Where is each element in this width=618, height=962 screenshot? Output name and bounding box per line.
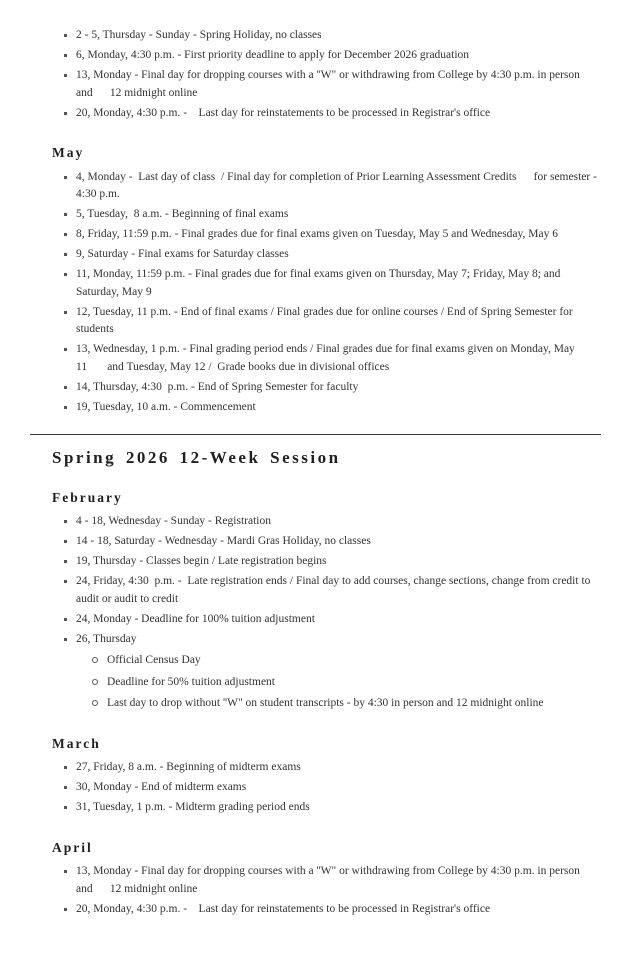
month-heading-april: April [52, 839, 93, 855]
calendar-item [63, 67, 601, 102]
calendar-item [63, 246, 601, 264]
calendar-item-text: 31, Tuesday, 1 p.m. - Midterm grading period ends [76, 801, 310, 813]
calendar-item-text: 24, Monday - Deadline for 100% tuition adjustment [76, 612, 315, 625]
calendar-item-text: 14, Thursday, 4:30 p.m. - End of Spring Semester for faculty [76, 380, 359, 393]
calendar-item-text: 27, Friday, 8 a.m. - Beginning of midterm exams [76, 761, 301, 773]
calendar-item [63, 513, 601, 531]
calendar-item-text: 8, Friday, 11:59 p.m. - Final grades due for final exams given on Tuesday, May 5 and Wednesday, May 6 [76, 228, 558, 240]
calendar-item [63, 226, 601, 244]
calendar-item-text: 4, Monday - Last day of class / Final day for completion of Prior Learning Assessment Credits for semester - 4:30 p.m. [76, 170, 597, 200]
calendar-item-text: 24, Friday, 4:30 p.m. - Late registration ends / Final day to add courses, change sections, change from credit to audit or audit to credit [76, 575, 591, 605]
calendar-item [63, 611, 601, 629]
calendar-item-text: 19, Thursday - Classes begin / Late registration begins [76, 555, 327, 567]
month-heading-may: May [52, 145, 85, 160]
calendar-subitem: Last day to drop without ''W" on student transcripts - by 4:30 in person and 12 midnight online [92, 695, 601, 713]
calendar-item [63, 901, 601, 919]
calendar-list [63, 513, 601, 713]
calendar-item-text: 13, Monday - Final day for dropping courses with a ''W" or withdrawing from College by 4:30 p.m. in person and 12 midnight online [76, 865, 580, 895]
calendar-item-text: 6, Monday, 4:30 p.m. - First priority deadline to apply for December 2026 graduation [76, 49, 470, 61]
calendar-item-text: 12, Tuesday, 11 p.m. - End of final exams / Final grades due for online courses / End of Spring Semester for students [76, 305, 573, 335]
calendar-item [63, 553, 601, 571]
calendar-item-text: 20, Monday, 4:30 p.m. - Last day for reinstatements to be processed in Registrar's office [76, 106, 491, 119]
calendar-item-text: 9, Saturday - Final exams for Saturday classes [76, 248, 289, 260]
calendar-item [63, 47, 601, 65]
calendar-item-text: 30, Monday - End of midterm exams [76, 781, 247, 793]
calendar-item-text: 11, Monday, 11:59 p.m. - Final grades due for final exams given on Thursday, May 7; Friday, May 8; and Saturday, May 9 [76, 268, 561, 298]
calendar-item [63, 169, 601, 204]
calendar-item-text: 26, Thursday [76, 632, 137, 645]
calendar-sublist [92, 652, 601, 713]
calendar-item-text: 4 - 18, Wednesday - Sunday - Registration [76, 515, 271, 527]
calendar-item-text: 13, Monday - Final day for dropping courses with a ''W" or withdrawing from College by 4:30 p.m. in person and 12 midnight online [76, 69, 580, 99]
calendar-item [63, 799, 601, 817]
calendar-item [63, 304, 601, 339]
month-heading-february: February [52, 489, 123, 505]
calendar-item [63, 379, 601, 397]
calendar-item [63, 533, 601, 551]
calendar-item [63, 759, 601, 777]
calendar-item [63, 105, 601, 123]
calendar-item [63, 266, 601, 301]
session-title: Spring 2026 12-Week Session [52, 448, 341, 467]
calendar-item [63, 27, 601, 45]
calendar-item-text: 20, Monday, 4:30 p.m. - Last day for reinstatements to be processed in Registrar's office [76, 902, 491, 915]
calendar-list [63, 863, 601, 918]
calendar-list [63, 759, 601, 817]
calendar-list [63, 169, 601, 417]
calendar-item-text: 2 - 5, Thursday - Sunday - Spring Holiday, no classes [76, 29, 322, 41]
section-divider [30, 434, 601, 435]
calendar-item-text: 19, Tuesday, 10 a.m. - Commencement [76, 400, 256, 413]
calendar-item [63, 779, 601, 797]
calendar-item [63, 206, 601, 224]
calendar-item [63, 341, 601, 376]
calendar-item [63, 399, 601, 417]
calendar-item-text: 13, Wednesday, 1 p.m. - Final grading period ends / Final grades due for final exams given on Monday, May 11 and Tuesday, May 12 / Grade books due in divisional offices [76, 343, 575, 373]
month-heading-march: March [52, 735, 101, 751]
calendar-subitem: Deadline for 50% tuition adjustment [92, 674, 601, 692]
calendar-list [63, 27, 601, 122]
calendar-item-text: 14 - 18, Saturday - Wednesday - Mardi Gras Holiday, no classes [76, 535, 371, 547]
calendar-item-text: 5, Tuesday, 8 a.m. - Beginning of final exams [76, 208, 289, 220]
calendar-item [63, 573, 601, 608]
calendar-subitem: Official Census Day [92, 652, 601, 670]
calendar-item [63, 631, 601, 713]
calendar-item [63, 863, 601, 898]
